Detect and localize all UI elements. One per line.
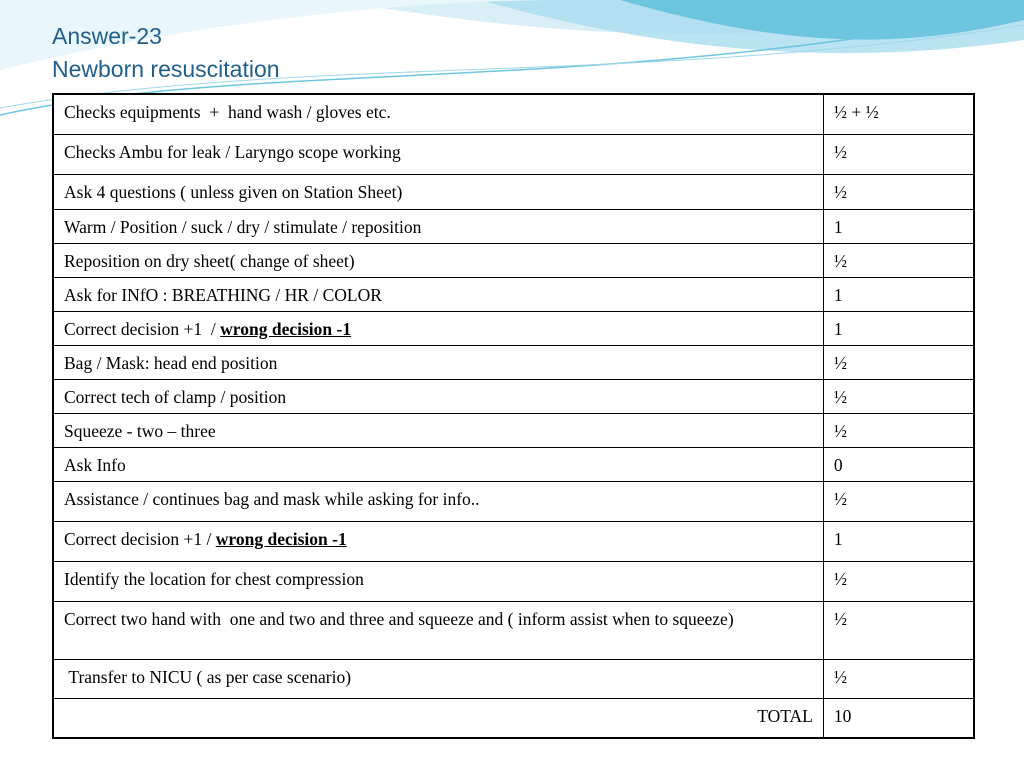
criterion-text: Assistance / continues bag and mask while asking for info.. — [64, 488, 480, 509]
criterion-text: Correct two hand with one and two and three and squeeze and ( inform assist when to squeeze) — [64, 608, 734, 629]
title-line-1: Answer-23 — [52, 23, 162, 49]
criterion-cell — [53, 379, 823, 413]
score-cell: 0 — [823, 447, 974, 481]
criterion-cell — [53, 243, 823, 277]
criterion-text: Squeeze - two – three — [64, 420, 216, 441]
criterion-text: Correct tech of clamp / position — [64, 386, 287, 407]
total-value: 10 — [823, 698, 974, 738]
score-cell: ½ — [823, 243, 974, 277]
total-row — [53, 698, 974, 738]
table-row — [53, 447, 974, 481]
criterion-text: Ask Info — [64, 454, 126, 475]
criterion-text: Ask for INfO : BREATHING / HR / COLOR — [64, 284, 382, 305]
criterion-cell — [53, 447, 823, 481]
score-cell: ½ — [823, 561, 974, 601]
criterion-cell — [53, 413, 823, 447]
criterion-cell — [53, 561, 823, 601]
criterion-cell — [53, 277, 823, 311]
criterion-cell — [53, 659, 823, 698]
table-row — [53, 659, 974, 698]
criterion-penalty-text: wrong decision -1 — [220, 318, 352, 339]
criterion-text: Checks equipments + hand wash / gloves etc. — [64, 102, 391, 122]
slide-title — [52, 20, 280, 86]
table-row — [53, 345, 974, 379]
criterion-text: Transfer to NICU ( as per case scenario) — [64, 666, 352, 687]
table-row — [53, 561, 974, 601]
score-cell: 1 — [823, 209, 974, 243]
criterion-cell — [53, 209, 823, 243]
title-line-2: Newborn resuscitation — [52, 56, 280, 82]
score-cell: ½ — [823, 659, 974, 698]
criterion-cell — [53, 601, 823, 659]
criterion-cell — [53, 345, 823, 379]
table-row — [53, 521, 974, 561]
score-cell: ½ — [823, 134, 974, 174]
criterion-text: Ask 4 questions ( unless given on Station Sheet) — [64, 181, 403, 202]
criterion-text: Identify the location for chest compression — [64, 568, 364, 589]
criterion-cell — [53, 521, 823, 561]
score-cell: 1 — [823, 311, 974, 345]
table-row — [53, 134, 974, 174]
criterion-cell — [53, 174, 823, 209]
table-row — [53, 94, 974, 134]
score-cell: ½ — [823, 345, 974, 379]
table-row — [53, 209, 974, 243]
criterion-text: Checks Ambu for leak / Laryngo scope working — [64, 141, 401, 162]
score-cell: ½ — [823, 413, 974, 447]
criterion-text: Bag / Mask: head end position — [64, 352, 278, 373]
total-label: TOTAL — [53, 698, 823, 738]
criterion-cell — [53, 134, 823, 174]
criterion-penalty-text: wrong decision -1 — [215, 528, 347, 549]
score-cell: ½ + ½ — [823, 94, 974, 134]
table-row — [53, 481, 974, 521]
table-row — [53, 174, 974, 209]
score-cell: ½ — [823, 601, 974, 659]
table-row — [53, 277, 974, 311]
criterion-text: Correct decision +1 / — [64, 528, 216, 549]
score-cell: ½ — [823, 379, 974, 413]
score-cell: ½ — [823, 481, 974, 521]
table-row — [53, 379, 974, 413]
criterion-text: Correct decision +1 / — [64, 318, 221, 339]
table-row — [53, 311, 974, 345]
table-row — [53, 601, 974, 659]
scoring-table — [52, 93, 975, 739]
criterion-cell — [53, 311, 823, 345]
score-cell: 1 — [823, 277, 974, 311]
criterion-cell — [53, 481, 823, 521]
criterion-text: Warm / Position / suck / dry / stimulate / reposition — [64, 216, 422, 237]
table-row — [53, 243, 974, 277]
criterion-text: Reposition on dry sheet( change of sheet) — [64, 250, 355, 271]
criterion-cell — [53, 94, 823, 134]
table-row — [53, 413, 974, 447]
score-cell: ½ — [823, 174, 974, 209]
score-cell: 1 — [823, 521, 974, 561]
